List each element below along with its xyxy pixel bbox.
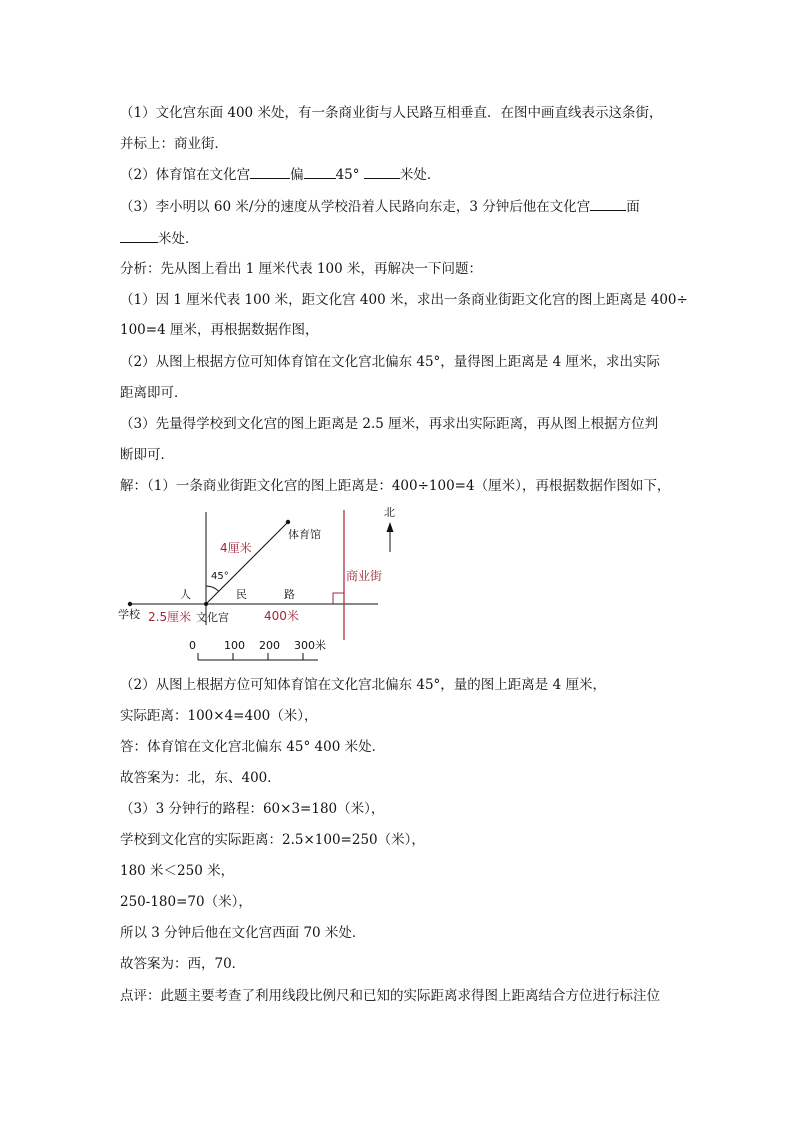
angle-label: 45° (211, 571, 229, 582)
solution-3-line-6: 故答案为：西，70． (120, 956, 246, 972)
map-diagram (108, 500, 408, 670)
culture-palace-label: 文化宫 (196, 611, 229, 624)
solution-3-line-2: 学校到文化宫的实际距离：2.5×100=250（米）， (120, 832, 425, 848)
question-2-text-3: 45° (335, 167, 360, 183)
question-3-text-1: （3）李小明以 60 米/分的速度从学校沿着人民路向东走，3 分钟后他在文化宫 (120, 199, 591, 215)
answer-blank (364, 164, 400, 179)
analysis-1-line-1: （1）因 1 厘米代表 100 米，距文化宫 400 米，求出一条商业街距文化宫的图上距离是 400÷ (120, 292, 688, 308)
solution-3-line-3: 180 米＜250 米， (120, 863, 235, 879)
north-label: 北 (384, 506, 395, 519)
question-1-line-1: （1）文化宫东面 400 米处，有一条商业街与人民路互相垂直．在图中画直线表示这条街， (120, 105, 663, 121)
answer-blank (304, 164, 336, 179)
solution-2-line-1: （2）从图上根据方位可知体育馆在文化宫北偏东 45°，量的图上距离是 4 厘米， (120, 677, 606, 693)
question-3-line-1 (120, 196, 680, 217)
distance-4cm-label: 4厘米 (220, 541, 252, 555)
school-dot (128, 602, 132, 606)
analysis-2-line-2: 距离即可． (120, 385, 188, 401)
analysis-2-line-1: （2）从图上根据方位可知体育馆在文化宫北偏东 45°，量得图上距离是 4 厘米，求出实际 (120, 354, 660, 370)
analysis-3-line-2: 断即可． (120, 447, 174, 463)
question-3-text-2: 面 (626, 199, 640, 215)
comment: 点评：此题主要考查了利用线段比例尺和已知的实际距离求得图上距离结合方位进行标注位 (120, 988, 660, 1004)
scale-label-0: 0 (189, 639, 196, 652)
question-2-text-1: （2）体育馆在文化宫 (120, 167, 251, 183)
scale-label-200: 200 (259, 639, 280, 652)
solution-2-line-4: 故答案为：北，东、400． (120, 770, 281, 786)
distance-400m-label: 400米 (264, 609, 299, 623)
solution-3-line-1: （3）3 分钟行的路程：60×3=180（米）， (120, 801, 385, 817)
analysis-intro: 分析：先从图上看出 1 厘米代表 100 米，再解决一下问题： (120, 261, 483, 277)
question-2-text-2: 偏 (290, 167, 304, 183)
answer-blank (120, 228, 158, 243)
solution-1: 解：（1）一条商业街距文化宫的图上距离是：400÷100=4（厘米），再根据数据作图如下， (120, 478, 671, 494)
stadium-direction-line (206, 522, 288, 604)
road-label-ren: 人 (180, 588, 191, 601)
commercial-street-label: 商业街 (346, 569, 383, 583)
analysis-3-line-1: （3）先量得学校到文化宫的图上距离是 2.5 厘米，再求出实际距离，再从图上根据方位判 (120, 416, 659, 432)
north-arrow-icon (387, 522, 394, 532)
solution-2-line-3: 答：体育馆在文化宫北偏东 45° 400 米处． (120, 739, 386, 755)
answer-blank (250, 164, 290, 179)
analysis-1-line-2: 100=4 厘米，再根据数据作图， (120, 322, 319, 338)
solution-3-line-5: 所以 3 分钟后他在文化宫西面 70 米处． (120, 925, 366, 941)
road-label-lu: 路 (284, 588, 295, 601)
map-figure (108, 500, 408, 670)
road-label-min: 民 (236, 588, 247, 601)
solution-3-line-4: 250-180=70（米）， (120, 894, 252, 910)
angle-arc (206, 586, 219, 591)
question-2 (120, 164, 680, 185)
scale-label-100: 100 (224, 639, 245, 652)
solution-2-line-2: 实际距离：100×4=400（米）， (120, 708, 318, 724)
school-label: 学校 (118, 608, 140, 621)
question-3-text-3: 米处． (158, 231, 199, 247)
question-2-text-4: 米处． (399, 167, 441, 183)
right-angle-mark (333, 593, 344, 604)
answer-blank (590, 196, 626, 211)
question-1-line-2: 并标上：商业街． (120, 136, 228, 152)
distance-25cm-label: 2.5厘米 (148, 610, 192, 624)
scale-label-300: 300米 (294, 639, 326, 652)
stadium-dot (286, 520, 290, 524)
question-3-line-2 (120, 228, 680, 249)
stadium-label: 体育馆 (288, 528, 321, 541)
